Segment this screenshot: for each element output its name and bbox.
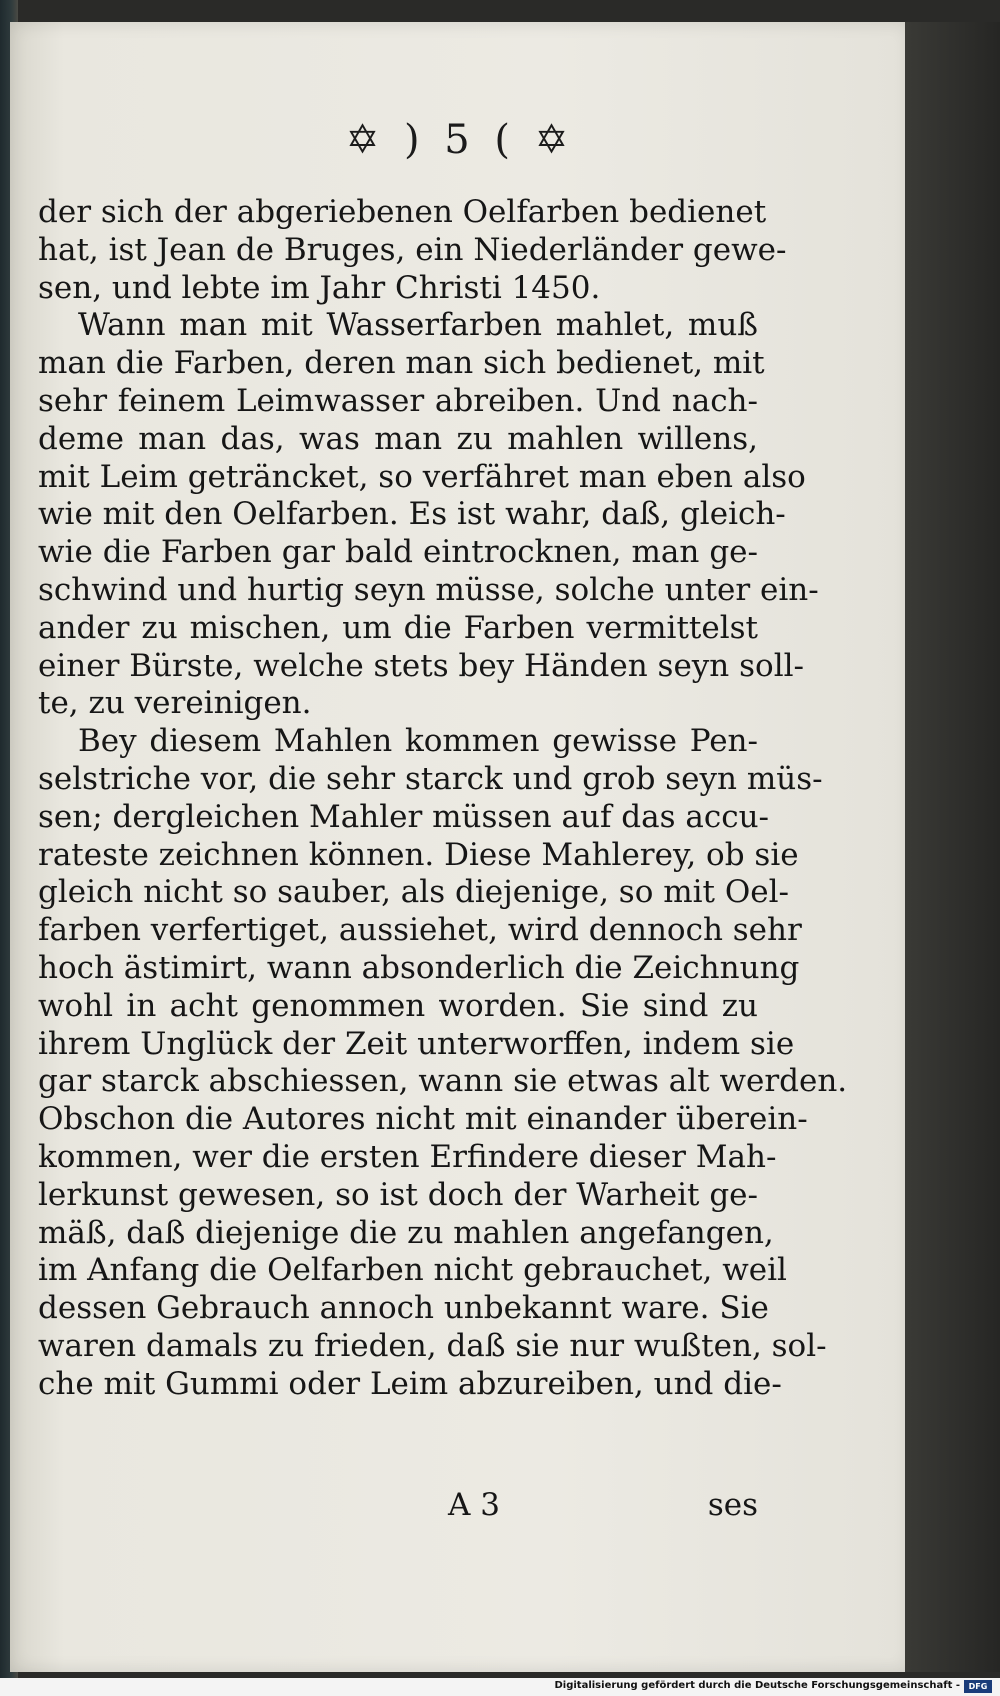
text-line: te, zu vereinigen. [38,685,312,722]
text-line: mäß, daß diejenige die zu mahlen angefangen, [38,1214,774,1251]
digitization-credit: Digitalisierung gefördert durch die Deutsche Forschungsgemeinschaft - [554,1680,960,1691]
text-line: lerkunst gewesen, so ist doch der Warheit ge- [38,1176,758,1213]
text-line: waren damals zu frieden, daß sie nur wußten, sol- [38,1327,827,1364]
page-footer [38,1487,758,1527]
text-line: einer Bürste, welche stets bey Händen seyn soll- [38,647,804,684]
text-line: che mit Gummi oder Leim abzureiben, und die- [38,1365,782,1402]
text-line: deme man das, was man zu mahlen willens, [38,420,758,457]
text-line: kommen, wer die ersten Erfindere dieser Mah- [38,1138,777,1175]
running-head: ✡ ) 5 ( ✡ [345,117,575,163]
text-line: gar starck abschiessen, wann sie etwas alt werden. [38,1063,848,1100]
text-line: schwind und hurtig seyn müsse, solche unter ein- [38,571,819,608]
catchword: ses [707,1487,758,1523]
text-line: sen; dergleichen Mahler müssen auf das accu- [38,798,770,835]
book-page [10,22,910,1672]
text-line: man die Farben, deren man sich bedienet, mit [38,345,765,382]
text-line: dessen Gebrauch annoch unbekannt ware. Sie [38,1290,769,1327]
text-line: gleich nicht so sauber, als diejenige, so mit Oel- [38,874,790,911]
text-line: wie die Farben gar bald eintrocknen, man ge- [38,534,758,571]
text-line: Obschon die Autores nicht mit einander überein- [38,1101,808,1138]
text-line: ander zu mischen, um die Farben vermittelst [38,609,758,646]
text-line: sen, und lebte im Jahr Christi 1450. [38,269,601,306]
dfg-logo: DFG [964,1680,992,1693]
text-line: mit Leim geträncket, so verfähret man eben also [38,458,806,495]
text-line: sehr feinem Leimwasser abreiben. Und nach- [38,382,758,419]
text-line: hat, ist Jean de Bruges, ein Niederländer gewe- [38,231,787,268]
text-line: im Anfang die Oelfarben nicht gebrauchet, weil [38,1252,787,1289]
signature-mark: A 3 [448,1487,500,1523]
text-line: wohl in acht genommen worden. Sie sind zu [38,987,758,1024]
page-body-text [38,194,848,1404]
book-right-background [905,22,1000,1672]
text-line: hoch ästimirt, wann absonderlich die Zeichnung [38,949,800,986]
text-line: selstriche vor, die sehr starck und grob seyn müs- [38,760,823,797]
text-line: der sich der abgeriebenen Oelfarben bedienet [38,194,767,230]
text-line: ihrem Unglück der Zeit unterworffen, indem sie [38,1025,795,1062]
text-line: wie mit den Oelfarben. Es ist wahr, daß, gleich- [38,496,786,533]
text-line: rateste zeichnen können. Diese Mahlerey, ob sie [38,836,799,873]
text-line: farben verfertiget, aussiehet, wird dennoch sehr [38,912,802,949]
text-line: Bey diesem Mahlen kommen gewisse Pen- [78,723,758,760]
text-line: Wann man mit Wasserfarben mahlet, muß [78,307,758,344]
